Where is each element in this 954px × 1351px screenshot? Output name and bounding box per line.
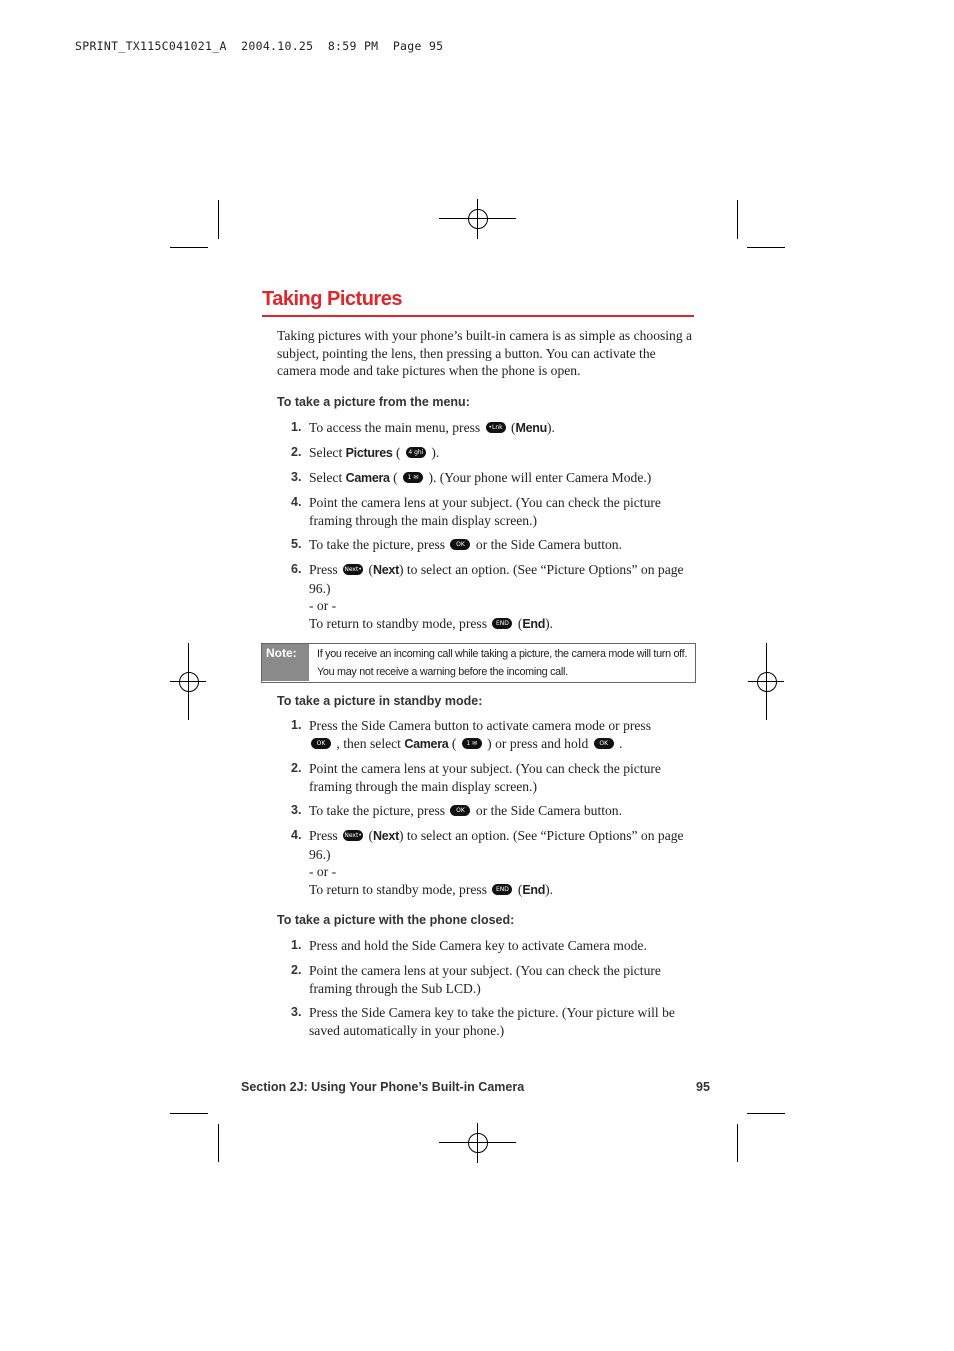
crop-mark <box>170 247 208 248</box>
key-4-icon: 4 ghi <box>406 447 426 458</box>
key-label: Menu <box>515 421 547 435</box>
step-text: ). (Your phone will enter Camera Mode.) <box>428 470 652 485</box>
crop-mark <box>747 247 785 248</box>
step-number: 5. <box>291 537 302 551</box>
key-1-icon: 1 ✉ <box>403 472 423 483</box>
key-label: Next <box>373 829 399 843</box>
menu-label: Pictures <box>345 446 393 460</box>
step-text: To return to standby mode, press <box>309 615 487 631</box>
step-text: Select <box>309 445 343 460</box>
step-text: ). <box>545 881 553 897</box>
note-text: If you receive an incoming call while taking a picture, the camera mode will turn off. You may not receive a warning before the incoming call. <box>317 648 688 678</box>
page-title: Taking Pictures <box>262 288 402 310</box>
next-key-icon: Next• <box>344 832 362 840</box>
section-heading: To take a picture with the phone closed: <box>277 913 515 927</box>
page-number: 95 <box>696 1080 710 1094</box>
step-text: ). <box>545 615 553 631</box>
menu-key-icon: •Lnk <box>486 422 506 433</box>
registration-circle <box>468 1133 488 1153</box>
print-slug: SPRINT_TX115C041021_A 2004.10.25 8:59 PM Page 95 <box>75 39 444 53</box>
step-text: or the Side Camera button. <box>475 803 622 818</box>
list-item <box>277 760 697 795</box>
next-key-icon: Next• <box>344 566 362 574</box>
list-item <box>277 802 697 820</box>
or-separator: - or - <box>309 864 337 880</box>
ok-key-icon: OK <box>311 738 331 749</box>
step-text: or the Side Camera button. <box>475 537 622 552</box>
step-text: To take the picture, press <box>309 803 446 818</box>
step-text: , then select <box>336 735 401 751</box>
crop-mark <box>218 1124 219 1162</box>
step-number: 2. <box>291 761 302 775</box>
menu-label: Camera <box>345 471 390 485</box>
step-text: ( <box>451 735 457 751</box>
key-label: End <box>522 882 546 897</box>
step-text: ( <box>517 615 523 631</box>
ok-key-icon: OK <box>594 738 614 749</box>
crop-mark <box>747 1113 785 1114</box>
step-text: ) to select an option. (See “Picture Options” on page 96.) <box>309 828 684 862</box>
step-text: Press the Side Camera key to take the picture. (Your picture will be saved automatically in your phone.) <box>309 1005 675 1038</box>
step-number: 6. <box>291 562 302 576</box>
registration-circle <box>468 209 488 229</box>
list-item <box>277 717 697 753</box>
list-item <box>277 494 697 529</box>
key-1-icon: 1 ✉ <box>462 738 482 749</box>
step-text: Select <box>309 470 343 485</box>
list-item <box>277 444 697 463</box>
step-number: 1. <box>291 420 302 434</box>
list-item <box>277 419 697 438</box>
or-separator: - or - <box>309 598 337 614</box>
title-rule <box>262 315 694 317</box>
step-text: ) or press and hold <box>487 735 589 751</box>
list-item <box>277 937 697 955</box>
footer-section-title: Section 2J: Using Your Phone’s Built-in Camera <box>241 1080 525 1094</box>
step-text: ( <box>368 828 374 843</box>
ok-key-icon: OK <box>450 539 470 550</box>
step-number: 2. <box>291 445 302 459</box>
end-key-icon: END <box>492 884 512 895</box>
step-text: Press and hold the Side Camera key to activate Camera mode. <box>309 938 647 953</box>
section-heading: To take a picture in standby mode: <box>277 694 483 708</box>
step-text: ( <box>395 445 401 460</box>
key-label: End <box>522 616 546 631</box>
list-item <box>277 469 697 488</box>
step-text: . <box>619 735 623 751</box>
step-number: 2. <box>291 963 302 977</box>
step-text: Point the camera lens at your subject. (You can check the picture framing through the Sub LCD.) <box>309 963 661 996</box>
step-text: ( <box>511 420 516 435</box>
step-text: ( <box>368 562 374 577</box>
list-item <box>277 536 697 554</box>
note-label: Note: <box>262 644 309 681</box>
registration-circle <box>179 672 199 692</box>
step-text: Press <box>309 562 338 577</box>
step-text: To take the picture, press <box>309 537 446 552</box>
step-text: Press the Side Camera button to activate camera mode or press <box>309 718 652 733</box>
step-text: To access the main menu, press <box>309 420 481 435</box>
step-text: ). <box>431 445 440 460</box>
key-label: Next <box>373 563 399 577</box>
list-item <box>277 561 697 633</box>
step-number: 1. <box>291 718 302 732</box>
step-text: ). <box>546 420 555 435</box>
step-number: 3. <box>291 803 302 817</box>
list-item <box>277 962 697 997</box>
step-text: ) to select an option. (See “Picture Options” on page 96.) <box>309 562 684 596</box>
crop-mark <box>737 1124 738 1162</box>
ok-key-icon: OK <box>450 805 470 816</box>
step-number: 3. <box>291 470 302 484</box>
menu-label: Camera <box>404 736 449 751</box>
step-text: ( <box>517 881 523 897</box>
end-key-icon: END <box>492 618 512 629</box>
step-number: 4. <box>291 495 302 509</box>
step-number: 4. <box>291 828 302 842</box>
step-number: 3. <box>291 1005 302 1019</box>
crop-mark <box>218 200 219 239</box>
step-text: Press <box>309 828 338 843</box>
step-text: Point the camera lens at your subject. (You can check the picture framing through the main display screen.) <box>309 761 661 794</box>
step-text: ( <box>393 470 398 485</box>
list-item <box>277 827 697 899</box>
intro-paragraph: Taking pictures with your phone’s built-in camera is as simple as choosing a subject, pointing the lens, then pressing a button. You can activate the camera mode and take pictures when the phone is open. <box>277 328 693 379</box>
crop-mark <box>170 1113 208 1114</box>
crop-mark <box>737 200 738 239</box>
list-item <box>277 1004 697 1039</box>
step-text: Point the camera lens at your subject. (You can check the picture framing through the main display screen.) <box>309 495 661 528</box>
registration-circle <box>757 672 777 692</box>
section-heading: To take a picture from the menu: <box>277 395 470 409</box>
step-number: 1. <box>291 938 302 952</box>
step-text: To return to standby mode, press <box>309 881 487 897</box>
